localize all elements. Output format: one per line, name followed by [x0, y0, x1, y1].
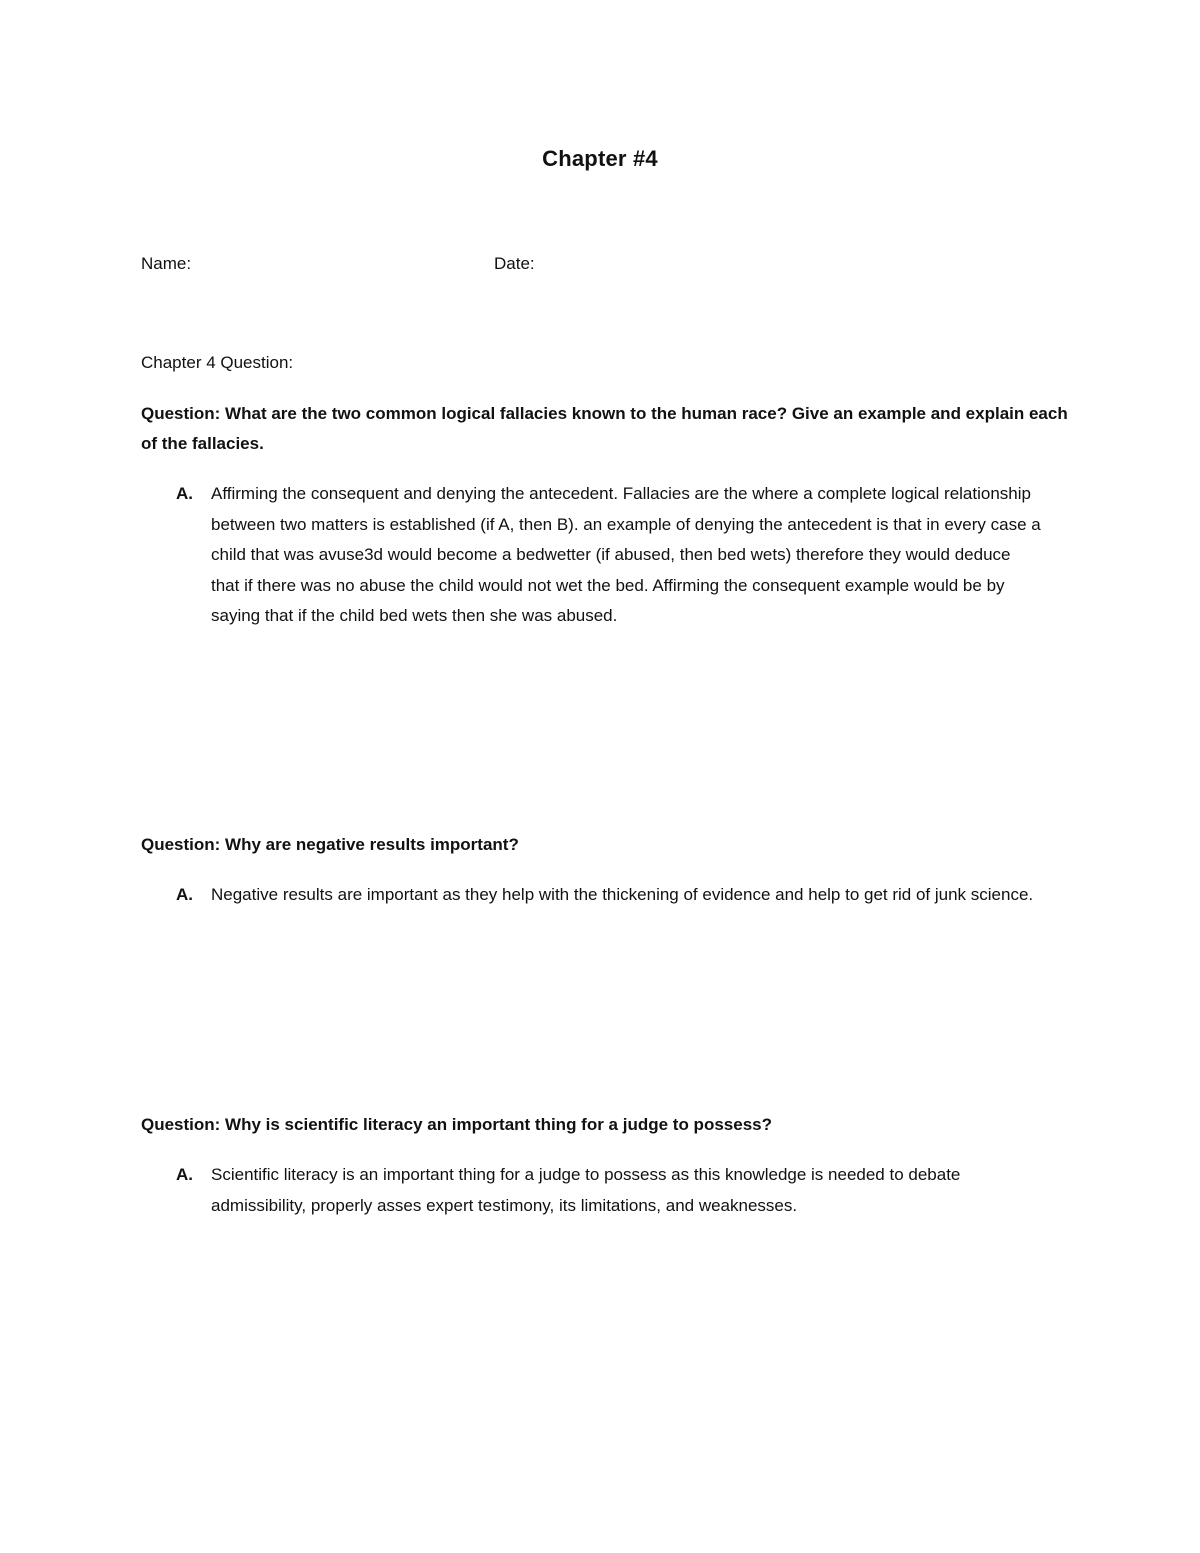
answer-1 — [141, 479, 1081, 632]
answer-marker: A. — [176, 885, 193, 904]
date-label: Date: — [494, 254, 535, 273]
answer-text: Negative results are important as they help with the thickening of evidence and help to get rid of junk science. — [211, 885, 1034, 904]
answer-3 — [141, 1160, 1081, 1221]
answer-text: Scientific literacy is an important thing for a judge to possess as this knowledge is needed to debate admissibility, properly asses expert testimony, its limitations, and weaknesses. — [211, 1165, 961, 1215]
question-1: Question: What are the two common logical fallacies known to the human race? Give an example and explain each of the fallacies. — [141, 404, 1068, 453]
answer-marker: A. — [176, 1165, 193, 1184]
answer-text: Affirming the consequent and denying the antecedent. Fallacies are the where a complete logical relationship between two matters is established (if A, then B). an example of denying the antecedent is that in every case a child that was avuse3d would become a bedwetter (if abused, then bed wets) therefore they would deduce that if there was no abuse the child would not wet the bed. Affirming the consequent example would be by saying that if the child bed wets then she was abused. — [211, 484, 1041, 625]
name-label: Name: — [141, 254, 192, 273]
question-2: Question: Why are negative results important? — [141, 835, 519, 854]
answer-marker: A. — [176, 484, 193, 503]
section-label: Chapter 4 Question: — [141, 353, 294, 372]
question-3: Question: Why is scientific literacy an important thing for a judge to possess? — [141, 1115, 772, 1134]
answer-2 — [141, 880, 1081, 911]
page-title: Chapter #4 — [542, 146, 658, 171]
